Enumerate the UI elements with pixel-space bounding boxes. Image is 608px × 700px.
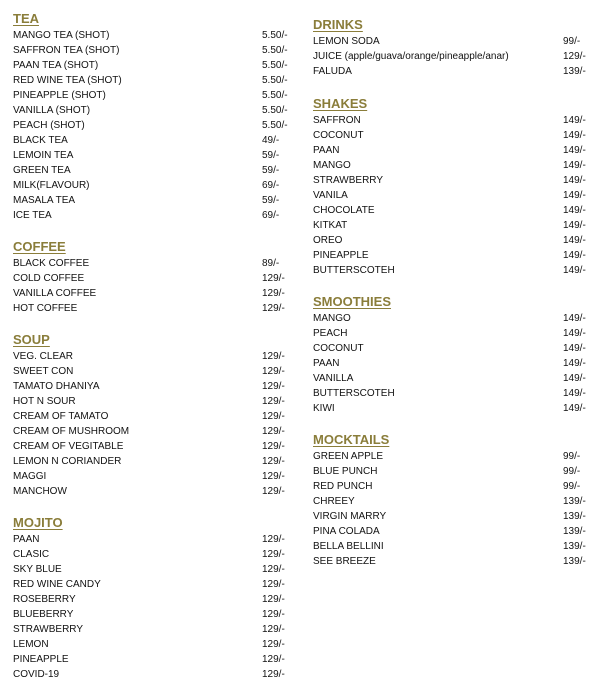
menu-item-row — [13, 133, 295, 148]
menu-item-price: 129/- — [262, 273, 285, 284]
menu-item-name: RED WINE CANDY — [13, 579, 101, 590]
menu-item-price: 129/- — [262, 303, 285, 314]
menu-item-price: 5.50/- — [262, 105, 288, 116]
menu-item-row — [13, 193, 295, 208]
menu-item-row — [313, 188, 593, 203]
menu-item-name: PAAN TEA (SHOT) — [13, 60, 99, 71]
menu-item-row — [13, 439, 295, 454]
menu-item-row — [13, 88, 295, 103]
menu-item-row — [13, 547, 295, 562]
menu-item-row — [13, 409, 295, 424]
menu-item-name: PINA COLADA — [313, 526, 380, 537]
menu-item-name: PAAN — [313, 145, 340, 156]
menu-item-row — [313, 524, 593, 539]
menu-item-row — [13, 469, 295, 484]
menu-item-name: MILK(FLAVOUR) — [13, 180, 90, 191]
menu-item-price: 59/- — [262, 195, 280, 206]
menu-item-price: 129/- — [262, 288, 285, 299]
menu-item-name: CREAM OF VEGITABLE — [13, 441, 124, 452]
menu-item-price: 99/- — [563, 481, 581, 492]
section-title-mojito: MOJITO — [13, 515, 63, 530]
menu-item-name: BLUEBERRY — [13, 609, 74, 620]
menu-item-name: RED PUNCH — [313, 481, 373, 492]
menu-item-row — [13, 28, 295, 43]
menu-item-price: 129/- — [262, 594, 285, 605]
menu-item-name: TAMATO DHANIYA — [13, 381, 100, 392]
menu-section-tea — [13, 10, 295, 223]
menu-item-price: 149/- — [563, 373, 586, 384]
menu-item-price: 139/- — [563, 511, 586, 522]
menu-item-row — [313, 64, 593, 79]
menu-item-price: 129/- — [563, 51, 586, 62]
menu-item-row — [313, 341, 593, 356]
menu-section-drinks — [313, 16, 593, 79]
menu-item-price: 59/- — [262, 150, 280, 161]
menu-item-price: 89/- — [262, 258, 280, 269]
menu-item-price: 139/- — [563, 66, 586, 77]
menu-item-row — [13, 58, 295, 73]
menu-item-name: MASALA TEA — [13, 195, 76, 206]
menu-item-price: 129/- — [262, 411, 285, 422]
menu-item-name: ICE TEA — [13, 210, 52, 221]
menu-item-name: RED WINE TEA (SHOT) — [13, 75, 122, 86]
menu-item-name: CLASIC — [13, 549, 50, 560]
menu-item-name: SKY BLUE — [13, 564, 62, 575]
menu-item-row — [313, 113, 593, 128]
menu-item-row — [13, 286, 295, 301]
menu-item-price: 129/- — [262, 396, 285, 407]
menu-item-price: 149/- — [563, 343, 586, 354]
menu-item-row — [313, 371, 593, 386]
menu-item-name: VEG. CLEAR — [13, 351, 74, 362]
menu-item-row — [13, 301, 295, 316]
menu-item-name: HOT N SOUR — [13, 396, 76, 407]
menu-item-name: HOT COFFEE — [13, 303, 78, 314]
menu-item-name: VANILA — [313, 190, 348, 201]
menu-item-name: GREEN TEA — [13, 165, 71, 176]
menu-item-price: 129/- — [262, 669, 285, 680]
menu-item-row — [313, 173, 593, 188]
menu-item-name: MANGO — [313, 160, 351, 171]
menu-item-price: 149/- — [563, 190, 586, 201]
menu-item-row — [13, 103, 295, 118]
section-title-tea: TEA — [13, 11, 39, 26]
menu-item-price: 5.50/- — [262, 60, 288, 71]
menu-item-row — [313, 539, 593, 554]
menu-item-name: VIRGIN MARRY — [313, 511, 387, 522]
menu-item-row — [313, 401, 593, 416]
menu-item-price: 149/- — [563, 265, 586, 276]
menu-item-row — [313, 203, 593, 218]
menu-item-row — [313, 509, 593, 524]
menu-item-name: CHREEY — [313, 496, 355, 507]
menu-item-name: BUTTERSCOTEH — [313, 265, 395, 276]
menu-item-price: 5.50/- — [262, 45, 288, 56]
menu-item-row — [313, 34, 593, 49]
menu-item-row — [13, 349, 295, 364]
menu-item-row — [313, 233, 593, 248]
menu-item-name: COCONUT — [313, 343, 364, 354]
menu-item-price: 129/- — [262, 366, 285, 377]
menu-item-price: 129/- — [262, 609, 285, 620]
menu-item-name: SEE BREEZE — [313, 556, 376, 567]
menu-item-price: 129/- — [262, 441, 285, 452]
menu-item-price: 99/- — [563, 466, 581, 477]
menu-item-price: 49/- — [262, 135, 280, 146]
menu-item-price: 149/- — [563, 205, 586, 216]
menu-item-row — [313, 143, 593, 158]
menu-item-name: LEMOIN TEA — [13, 150, 74, 161]
menu-item-price: 99/- — [563, 36, 581, 47]
menu-item-price: 5.50/- — [262, 120, 288, 131]
menu-item-row — [313, 311, 593, 326]
menu-item-row — [13, 532, 295, 547]
menu-item-name: STRAWBERRY — [313, 175, 384, 186]
menu-item-name: CREAM OF MUSHROOM — [13, 426, 130, 437]
menu-item-row — [313, 158, 593, 173]
menu-item-name: MANGO TEA (SHOT) — [13, 30, 110, 41]
menu-item-name: PAAN — [13, 534, 40, 545]
menu-item-row — [13, 454, 295, 469]
menu-item-row — [313, 356, 593, 371]
menu-item-price: 149/- — [563, 130, 586, 141]
menu-item-price: 149/- — [563, 175, 586, 186]
menu-item-name: PAAN — [313, 358, 340, 369]
menu-item-name: PINEAPPLE (SHOT) — [13, 90, 106, 101]
menu-item-price: 69/- — [262, 210, 280, 221]
menu-item-price: 129/- — [262, 456, 285, 467]
menu-item-row — [313, 49, 593, 64]
menu-item-name: LEMON N CORIANDER — [13, 456, 122, 467]
menu-item-name: ROSEBERRY — [13, 594, 76, 605]
menu-item-price: 149/- — [563, 403, 586, 414]
menu-item-row — [13, 607, 295, 622]
menu-item-price: 149/- — [563, 328, 586, 339]
section-title-shakes: SHAKES — [313, 96, 368, 111]
menu-item-name: PINEAPPLE — [313, 250, 369, 261]
menu-item-name: VANILLA (SHOT) — [13, 105, 91, 116]
menu-item-name: KITKAT — [313, 220, 348, 231]
menu-item-price: 5.50/- — [262, 30, 288, 41]
menu-item-price: 129/- — [262, 381, 285, 392]
menu-item-price: 99/- — [563, 451, 581, 462]
menu-item-name: GREEN APPLE — [313, 451, 384, 462]
menu-item-price: 139/- — [563, 496, 586, 507]
menu-item-row — [13, 577, 295, 592]
menu-item-name: MANGO — [313, 313, 351, 324]
menu-item-row — [13, 592, 295, 607]
menu-item-row — [13, 73, 295, 88]
menu-item-price: 149/- — [563, 388, 586, 399]
menu-section-shakes — [313, 95, 593, 278]
menu-item-price: 149/- — [563, 115, 586, 126]
menu-item-name: FALUDA — [313, 66, 352, 77]
menu-item-price: 129/- — [262, 654, 285, 665]
section-title-smoothies: SMOOTHIES — [313, 294, 392, 309]
menu-item-name: STRAWBERRY — [13, 624, 84, 635]
menu-item-row — [13, 637, 295, 652]
menu-item-name: PINEAPPLE — [13, 654, 69, 665]
menu-item-name: BLACK TEA — [13, 135, 68, 146]
menu-item-row — [13, 652, 295, 667]
menu-item-row — [313, 248, 593, 263]
menu-item-row — [13, 178, 295, 193]
menu-item-name: MANCHOW — [13, 486, 67, 497]
menu-item-name: CREAM OF TAMATO — [13, 411, 109, 422]
menu-item-name: PEACH (SHOT) — [13, 120, 85, 131]
menu-item-price: 129/- — [262, 564, 285, 575]
menu-item-price: 129/- — [262, 534, 285, 545]
menu-item-price: 129/- — [262, 624, 285, 635]
section-title-soup: SOUP — [13, 332, 50, 347]
menu-item-row — [13, 208, 295, 223]
menu-item-name: VANILLA — [313, 373, 354, 384]
menu-item-price: 139/- — [563, 526, 586, 537]
menu-item-price: 59/- — [262, 165, 280, 176]
menu-item-price: 149/- — [563, 250, 586, 261]
menu-item-price: 5.50/- — [262, 90, 288, 101]
menu-item-price: 129/- — [262, 426, 285, 437]
menu-item-name: BLACK COFFEE — [13, 258, 90, 269]
menu-item-price: 149/- — [563, 313, 586, 324]
menu-item-row — [313, 326, 593, 341]
menu-item-row — [13, 271, 295, 286]
menu-item-row — [313, 263, 593, 278]
menu-item-row — [13, 379, 295, 394]
menu-item-row — [13, 622, 295, 637]
menu-item-price: 129/- — [262, 486, 285, 497]
menu-item-row — [13, 394, 295, 409]
menu-item-row — [13, 562, 295, 577]
menu-item-row — [313, 554, 593, 569]
section-title-drinks: DRINKS — [313, 17, 363, 32]
menu-right-column — [313, 0, 593, 569]
menu-item-row — [313, 128, 593, 143]
menu-item-name: LEMON SODA — [313, 36, 380, 47]
menu-item-name: JUICE (apple/guava/orange/pineapple/anar) — [313, 51, 509, 62]
menu-item-price: 129/- — [262, 471, 285, 482]
menu-item-price: 129/- — [262, 639, 285, 650]
menu-item-name: COLD COFFEE — [13, 273, 85, 284]
menu-item-row — [313, 479, 593, 494]
menu-item-name: COVID-19 — [13, 669, 60, 680]
menu-item-price: 149/- — [563, 160, 586, 171]
menu-item-price: 149/- — [563, 235, 586, 246]
menu-item-name: BELLA BELLINI — [313, 541, 384, 552]
menu-item-row — [313, 494, 593, 509]
menu-section-mojito — [13, 514, 295, 682]
menu-item-row — [13, 118, 295, 133]
menu-item-row — [13, 43, 295, 58]
menu-section-smoothies — [313, 293, 593, 416]
menu-section-mocktails — [313, 431, 593, 569]
menu-item-row — [313, 386, 593, 401]
menu-item-name: VANILLA COFFEE — [13, 288, 97, 299]
menu-item-name: CHOCOLATE — [313, 205, 375, 216]
menu-item-name: KIWI — [313, 403, 335, 414]
menu-item-row — [313, 218, 593, 233]
menu-item-name: BUTTERSCOTEH — [313, 388, 395, 399]
menu-item-name: LEMON — [13, 639, 49, 650]
menu-item-price: 129/- — [262, 579, 285, 590]
menu-item-price: 149/- — [563, 145, 586, 156]
menu-item-row — [13, 424, 295, 439]
menu-item-row — [13, 364, 295, 379]
menu-item-row — [13, 256, 295, 271]
menu-item-row — [13, 148, 295, 163]
menu-item-name: SAFFRON — [313, 115, 361, 126]
menu-item-name: SWEET CON — [13, 366, 74, 377]
menu-item-price: 139/- — [563, 556, 586, 567]
menu-item-price: 69/- — [262, 180, 280, 191]
menu-item-row — [313, 449, 593, 464]
menu-item-name: MAGGI — [13, 471, 47, 482]
menu-item-row — [313, 464, 593, 479]
menu-item-name: OREO — [313, 235, 343, 246]
menu-item-price: 139/- — [563, 541, 586, 552]
menu-item-name: SAFFRON TEA (SHOT) — [13, 45, 120, 56]
menu-item-price: 149/- — [563, 220, 586, 231]
menu-left-column — [13, 0, 295, 682]
menu-item-name: PEACH — [313, 328, 348, 339]
menu-item-row — [13, 163, 295, 178]
menu-section-coffee — [13, 238, 295, 316]
menu-item-row — [13, 484, 295, 499]
section-title-mocktails: MOCKTAILS — [313, 432, 390, 447]
menu-item-price: 149/- — [563, 358, 586, 369]
menu-section-soup — [13, 331, 295, 499]
menu-item-price: 5.50/- — [262, 75, 288, 86]
section-title-coffee: COFFEE — [13, 239, 66, 254]
menu-item-name: COCONUT — [313, 130, 364, 141]
menu-item-name: BLUE PUNCH — [313, 466, 378, 477]
menu-item-price: 129/- — [262, 549, 285, 560]
menu-item-row — [13, 667, 295, 682]
menu-item-price: 129/- — [262, 351, 285, 362]
